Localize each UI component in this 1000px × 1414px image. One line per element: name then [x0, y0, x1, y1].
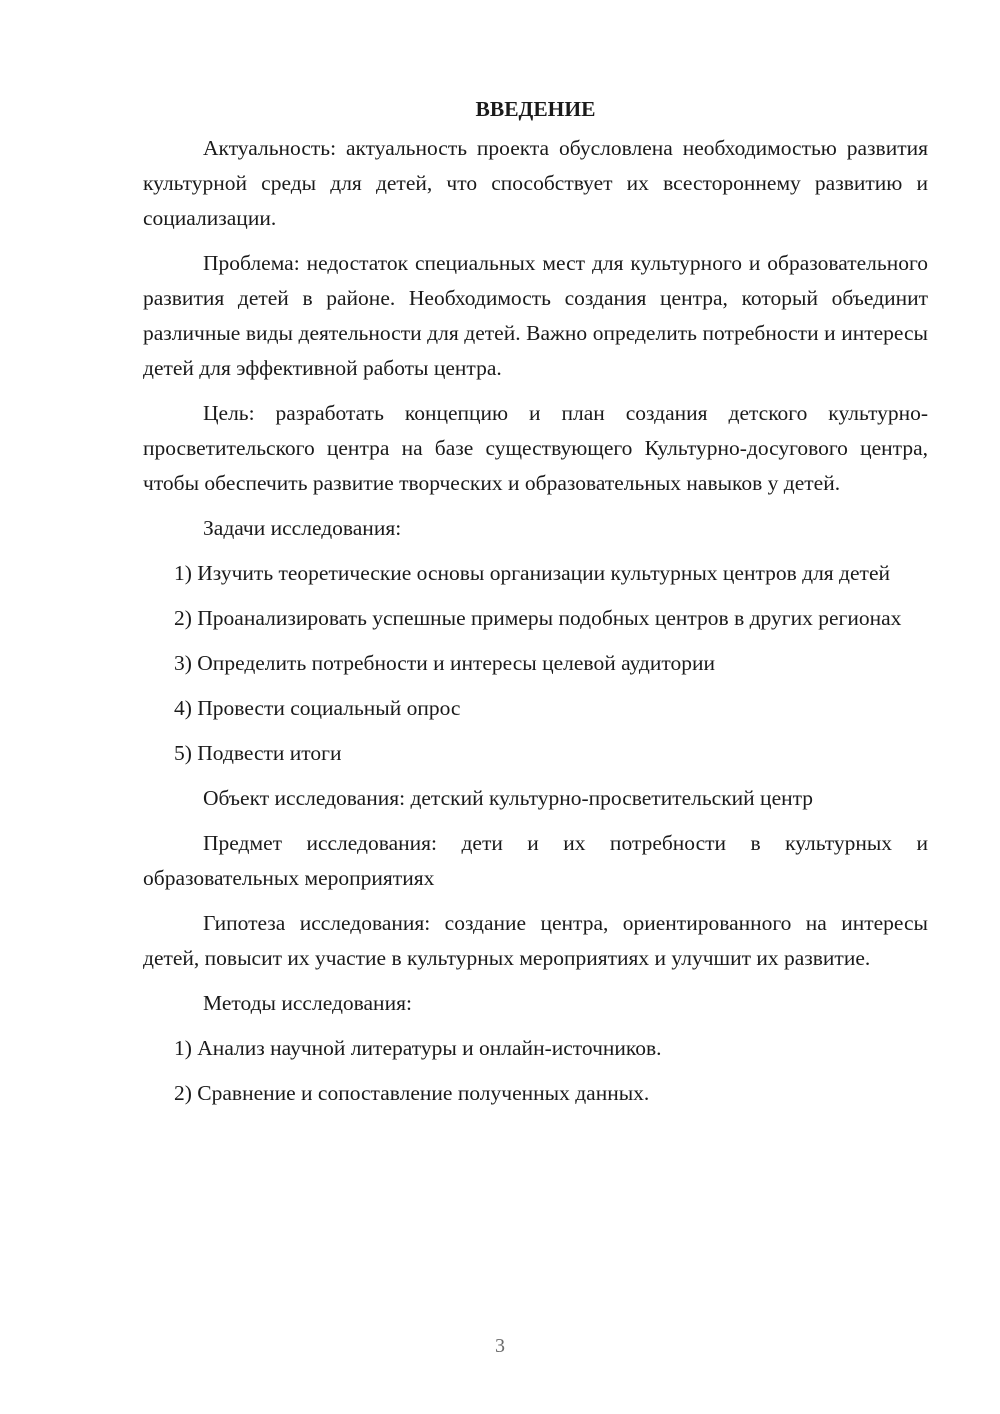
hypothesis-paragraph: Гипотеза исследования: создание центра, ориентированного на интересы детей, повысит их участие в культурных мероприятиях и улучшит их развитие.	[143, 911, 928, 970]
subject-paragraph: Предмет исследования: дети и их потребности в культурных и образовательных мероприятиях	[143, 831, 928, 890]
page-content	[143, 92, 928, 1121]
section-heading: ВВЕДЕНИЕ	[475, 97, 596, 121]
methods-label: Методы исследования:	[203, 991, 412, 1015]
task-item-1: 1) Изучить теоретические основы организации культурных центров для детей	[174, 561, 890, 585]
method-item-1: 1) Анализ научной литературы и онлайн-источников.	[174, 1036, 662, 1060]
task-item-3: 3) Определить потребности и интересы целевой аудитории	[174, 651, 715, 675]
object-paragraph: Объект исследования: детский культурно-просветительский центр	[203, 786, 814, 810]
relevance-paragraph: Актуальность: актуальность проекта обусловлена необходимостью развития культурной среды для детей, что способствует их всестороннему развитию и социализации.	[143, 136, 928, 230]
page-number: 3	[495, 1335, 505, 1357]
method-item-2: 2) Сравнение и сопоставление полученных данных.	[174, 1081, 650, 1105]
task-item-5: 5) Подвести итоги	[174, 741, 342, 765]
task-item-4: 4) Провести социальный опрос	[174, 696, 461, 720]
goal-paragraph: Цель: разработать концепцию и план создания детского культурно-просветительского центра на базе существующего Культурно-досугового центра, чтобы обеспечить развитие творческих и образовательных навыков у детей.	[143, 401, 928, 495]
task-item-2: 2) Проанализировать успешные примеры подобных центров в других регионах	[174, 606, 902, 630]
problem-paragraph: Проблема: недостаток специальных мест для культурного и образовательного развития детей в районе. Необходимость создания центра, который объединит различные виды деятельности для детей. Важно определить потребности и интересы детей для эффективной работы центра.	[143, 251, 928, 380]
tasks-label: Задачи исследования:	[203, 516, 402, 540]
